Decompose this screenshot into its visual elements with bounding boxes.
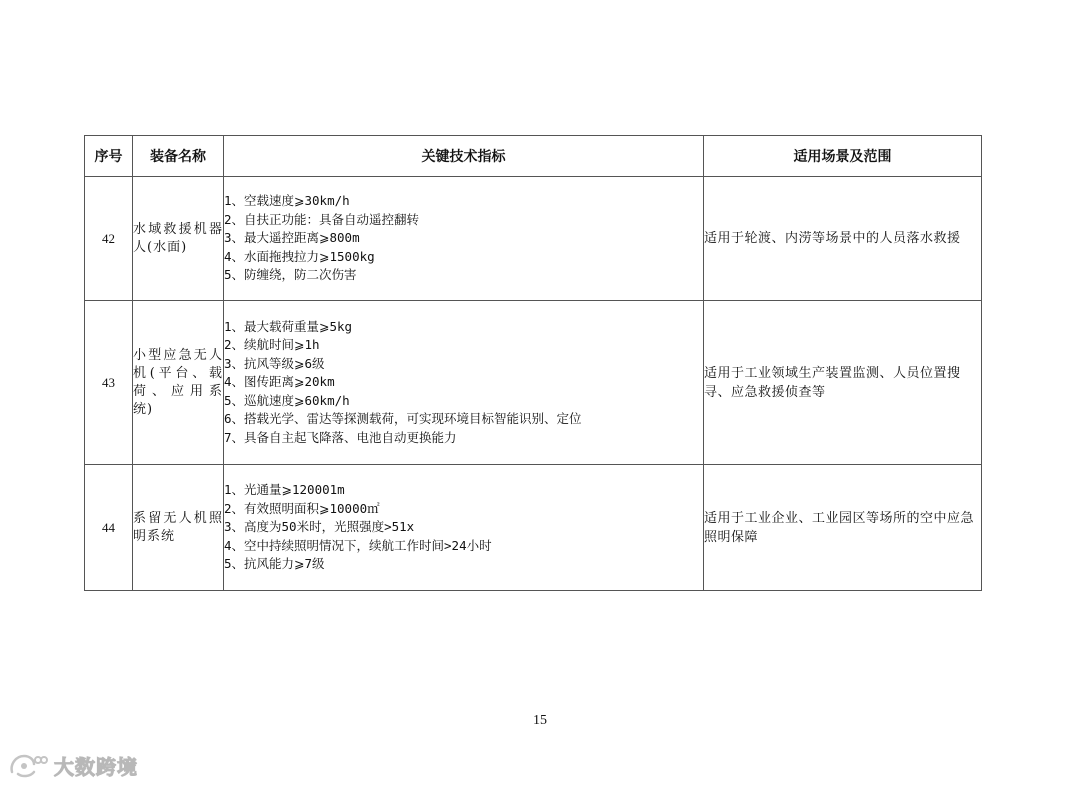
spec-item: 3、抗风等级⩾6级 bbox=[224, 355, 325, 371]
table-row bbox=[85, 301, 982, 465]
watermark bbox=[8, 750, 138, 780]
header-scope: 适用场景及范围 bbox=[704, 136, 982, 177]
spec-item: 6、搭载光学、雷达等探测载荷，可实现环境目标智能识别、定位 bbox=[224, 411, 582, 427]
header-no: 序号 bbox=[85, 136, 133, 177]
application-scope: 适用于工业领域生产装置监测、人员位置搜寻、应急救援侦查等 bbox=[704, 301, 982, 465]
equipment-name: 水域救援机器人(水面) bbox=[133, 177, 224, 301]
watermark-text: 大数跨境 bbox=[54, 754, 138, 779]
spec-item: 7、具备自主起飞降落、电池自动更换能力 bbox=[224, 429, 457, 445]
application-scope: 适用于工业企业、工业园区等场所的空中应急照明保障 bbox=[704, 465, 982, 591]
equipment-table bbox=[84, 135, 982, 591]
brand-logo-icon bbox=[8, 750, 48, 780]
spec-item: 5、抗风能力⩾7级 bbox=[224, 556, 325, 572]
table-header-row bbox=[85, 136, 982, 177]
spec-item: 4、图传距离⩾20km bbox=[224, 374, 335, 390]
application-scope: 适用于轮渡、内涝等场景中的人员落水救援 bbox=[704, 177, 982, 301]
spec-item: 2、有效照明面积⩾10000㎡ bbox=[224, 500, 380, 516]
spec-list bbox=[224, 301, 704, 465]
spec-item: 5、巡航速度⩾60km/h bbox=[224, 392, 350, 408]
spec-item: 1、空载速度⩾30km/h bbox=[224, 193, 350, 209]
equipment-name: 系留无人机照明系统 bbox=[133, 465, 224, 591]
spec-item: 5、防缠绕，防二次伤害 bbox=[224, 267, 357, 283]
spec-item: 4、水面拖拽拉力⩾1500kg bbox=[224, 248, 375, 264]
header-name: 装备名称 bbox=[133, 136, 224, 177]
spec-list bbox=[224, 465, 704, 591]
spec-item: 2、自扶正功能：具备自动遥控翻转 bbox=[224, 211, 420, 227]
row-number: 44 bbox=[85, 465, 133, 591]
table-row bbox=[85, 177, 982, 301]
equipment-name: 小型应急无人机(平台、载荷、应用系统) bbox=[133, 301, 224, 465]
spec-item: 4、空中持续照明情况下，续航工作时间>24小时 bbox=[224, 537, 492, 553]
spec-list bbox=[224, 177, 704, 301]
spec-item: 2、续航时间⩾1h bbox=[224, 337, 320, 353]
row-number: 43 bbox=[85, 301, 133, 465]
spec-item: 1、光通量⩾120001m bbox=[224, 482, 345, 498]
header-spec: 关键技术指标 bbox=[224, 136, 704, 177]
page-number: 15 bbox=[533, 713, 547, 728]
equipment-table-container bbox=[84, 135, 981, 591]
spec-item: 1、最大载荷重量⩾5kg bbox=[224, 318, 353, 334]
spec-item: 3、最大遥控距离⩾800m bbox=[224, 230, 360, 246]
row-number: 42 bbox=[85, 177, 133, 301]
spec-item: 3、高度为50米时，光照强度>51x bbox=[224, 519, 415, 535]
table-row bbox=[85, 465, 982, 591]
